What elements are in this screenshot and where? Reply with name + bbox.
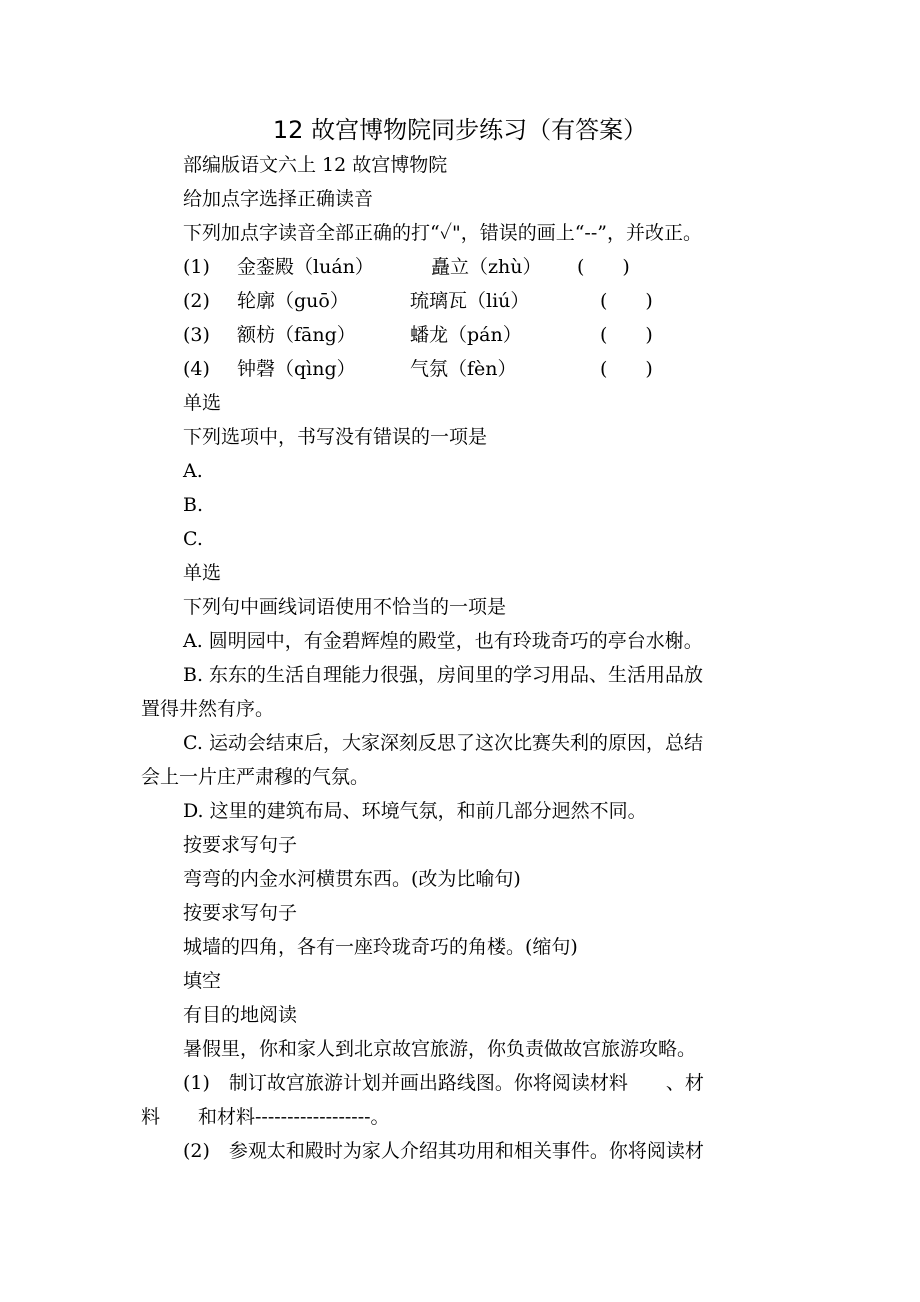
- question-text-continued: 料 和材料------------------。: [141, 1106, 390, 1128]
- section-heading: 单选: [183, 392, 222, 414]
- option-c-continued: 会上一片庄严肃穆的气氛。: [141, 766, 370, 788]
- option-b[interactable]: B.: [183, 494, 204, 516]
- option-b[interactable]: B. 东东的生活自理能力很强，房间里的学习用品、生活用品放: [183, 664, 704, 686]
- word-one: 金銮殿（luán）: [237, 256, 374, 278]
- question-text: 弯弯的内金水河横贯东西。(改为比喻句): [183, 868, 521, 890]
- option-c[interactable]: C. 运动会结束后，大家深刻反思了这次比赛失利的原因，总结: [183, 732, 703, 754]
- item-number: (1): [183, 256, 210, 278]
- option-a[interactable]: A. 圆明园中，有金碧辉煌的殿堂，也有玲珑奇巧的亭台水榭。: [183, 630, 703, 652]
- word-two: 气氛（fèn）: [410, 358, 517, 380]
- answer-blank[interactable]: ( ): [577, 256, 630, 278]
- section-heading: 按要求写句子: [183, 902, 298, 924]
- word-two: 矗立（zhù）: [431, 256, 542, 278]
- item-number: (3): [183, 324, 210, 346]
- option-a[interactable]: A.: [183, 460, 203, 482]
- item-number: (4): [183, 358, 210, 380]
- question-text: (2) 参观太和殿时为家人介绍其功用和相关事件。你将阅读材: [183, 1140, 704, 1162]
- question-instruction: 下列加点字读音全部正确的打“✓"，错误的画上“--”，并改正。: [183, 222, 702, 244]
- word-one: 轮廓（guō）: [237, 290, 349, 312]
- passage-intro: 暑假里，你和家人到北京故宫旅游，你负责做故宫旅游攻略。: [183, 1038, 697, 1060]
- word-two: 蟠龙（pán）: [410, 324, 522, 346]
- section-heading: 给加点字选择正确读音: [183, 188, 374, 210]
- subsection-heading: 有目的地阅读: [183, 1004, 298, 1026]
- item-number: (2): [183, 290, 210, 312]
- word-one: 钟磬（qìng）: [237, 358, 356, 380]
- answer-blank[interactable]: ( ): [600, 324, 653, 346]
- page-title: 12 故宫博物院同步练习（有答案）: [272, 116, 648, 144]
- subtitle: 部编版语文六上 12 故宫博物院: [183, 154, 448, 176]
- question-text: 下列句中画线词语使用不恰当的一项是: [183, 596, 507, 618]
- answer-blank[interactable]: ( ): [600, 290, 653, 312]
- option-c[interactable]: C.: [183, 528, 203, 550]
- question-text: 城墙的四角，各有一座玲珑奇巧的角楼。(缩句): [183, 936, 578, 958]
- option-b-continued: 置得井然有序。: [141, 698, 275, 720]
- section-heading: 单选: [183, 562, 222, 584]
- section-heading: 填空: [183, 970, 222, 992]
- question-text: 下列选项中，书写没有错误的一项是: [183, 426, 488, 448]
- option-d[interactable]: D. 这里的建筑布局、环境气氛，和前几部分迥然不同。: [183, 800, 647, 822]
- answer-blank[interactable]: ( ): [600, 358, 653, 380]
- word-two: 琉璃瓦（liú）: [410, 290, 530, 312]
- question-text: (1) 制订故宫旅游计划并画出路线图。你将阅读材料 、材: [183, 1072, 704, 1094]
- section-heading: 按要求写句子: [183, 834, 298, 856]
- word-one: 额枋（fāng）: [237, 324, 356, 346]
